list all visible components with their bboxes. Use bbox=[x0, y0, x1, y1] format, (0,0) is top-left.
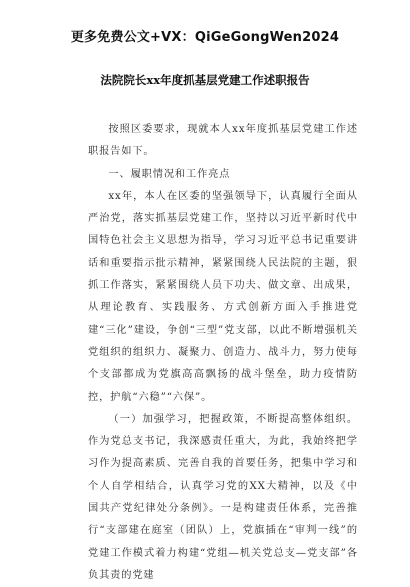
promo-banner: 更多免费公文+VX：QiGeGongWen2024 bbox=[70, 30, 340, 45]
body-paragraph: （一）加强学习，把握政策，不断提高整体组织。作为党总支书记，我深感责任重大，为此，我始终把学习作为提高素质、完善自我的首要任务，把集中学习和个人自学相结合，认真学习党的XX大精神，以及《中国共产党纪律处分条例》。一是构建责任体系，完善推行“支部建在庭室（团队）上，党旗插在“审判一线”的党建工作模式着力构建“党组—机关党总支—党支部”各负其责的党建 bbox=[88, 413, 358, 581]
section-heading: 一、履职情况和工作亮点 bbox=[108, 168, 231, 180]
document-title: 法院院长xx年度抓基层党建工作述职报告 bbox=[100, 73, 310, 87]
document-body bbox=[88, 119, 358, 587]
intro-paragraph: 按照区委要求，现就本人xx年度抓基层党建工作述职报告如下。 bbox=[88, 124, 358, 158]
body-paragraph: xx年，本人在区委的坚强领导下，认真履行全面从严治党，落实抓基层党建工作，坚持以习近平新时代中国特色社会主义思想为指导，学习习近平总书记重要讲话和重要指示批示精神，紧紧围绕人民法院的主题，狠抓工作落实，紧紧围绕人员下功夫、做文章、出成果，从理论教育、实践服务、方式创新方面入手推进党建“三化”建设，争创“三型”党支部，以此不断增强机关党组织的组织力、凝聚力、创造力、战斗力，努力使每个支部都成为党旗高高飘扬的战斗堡垒，助力疫情防控，护航“六稳”“六保”。 bbox=[88, 190, 358, 403]
